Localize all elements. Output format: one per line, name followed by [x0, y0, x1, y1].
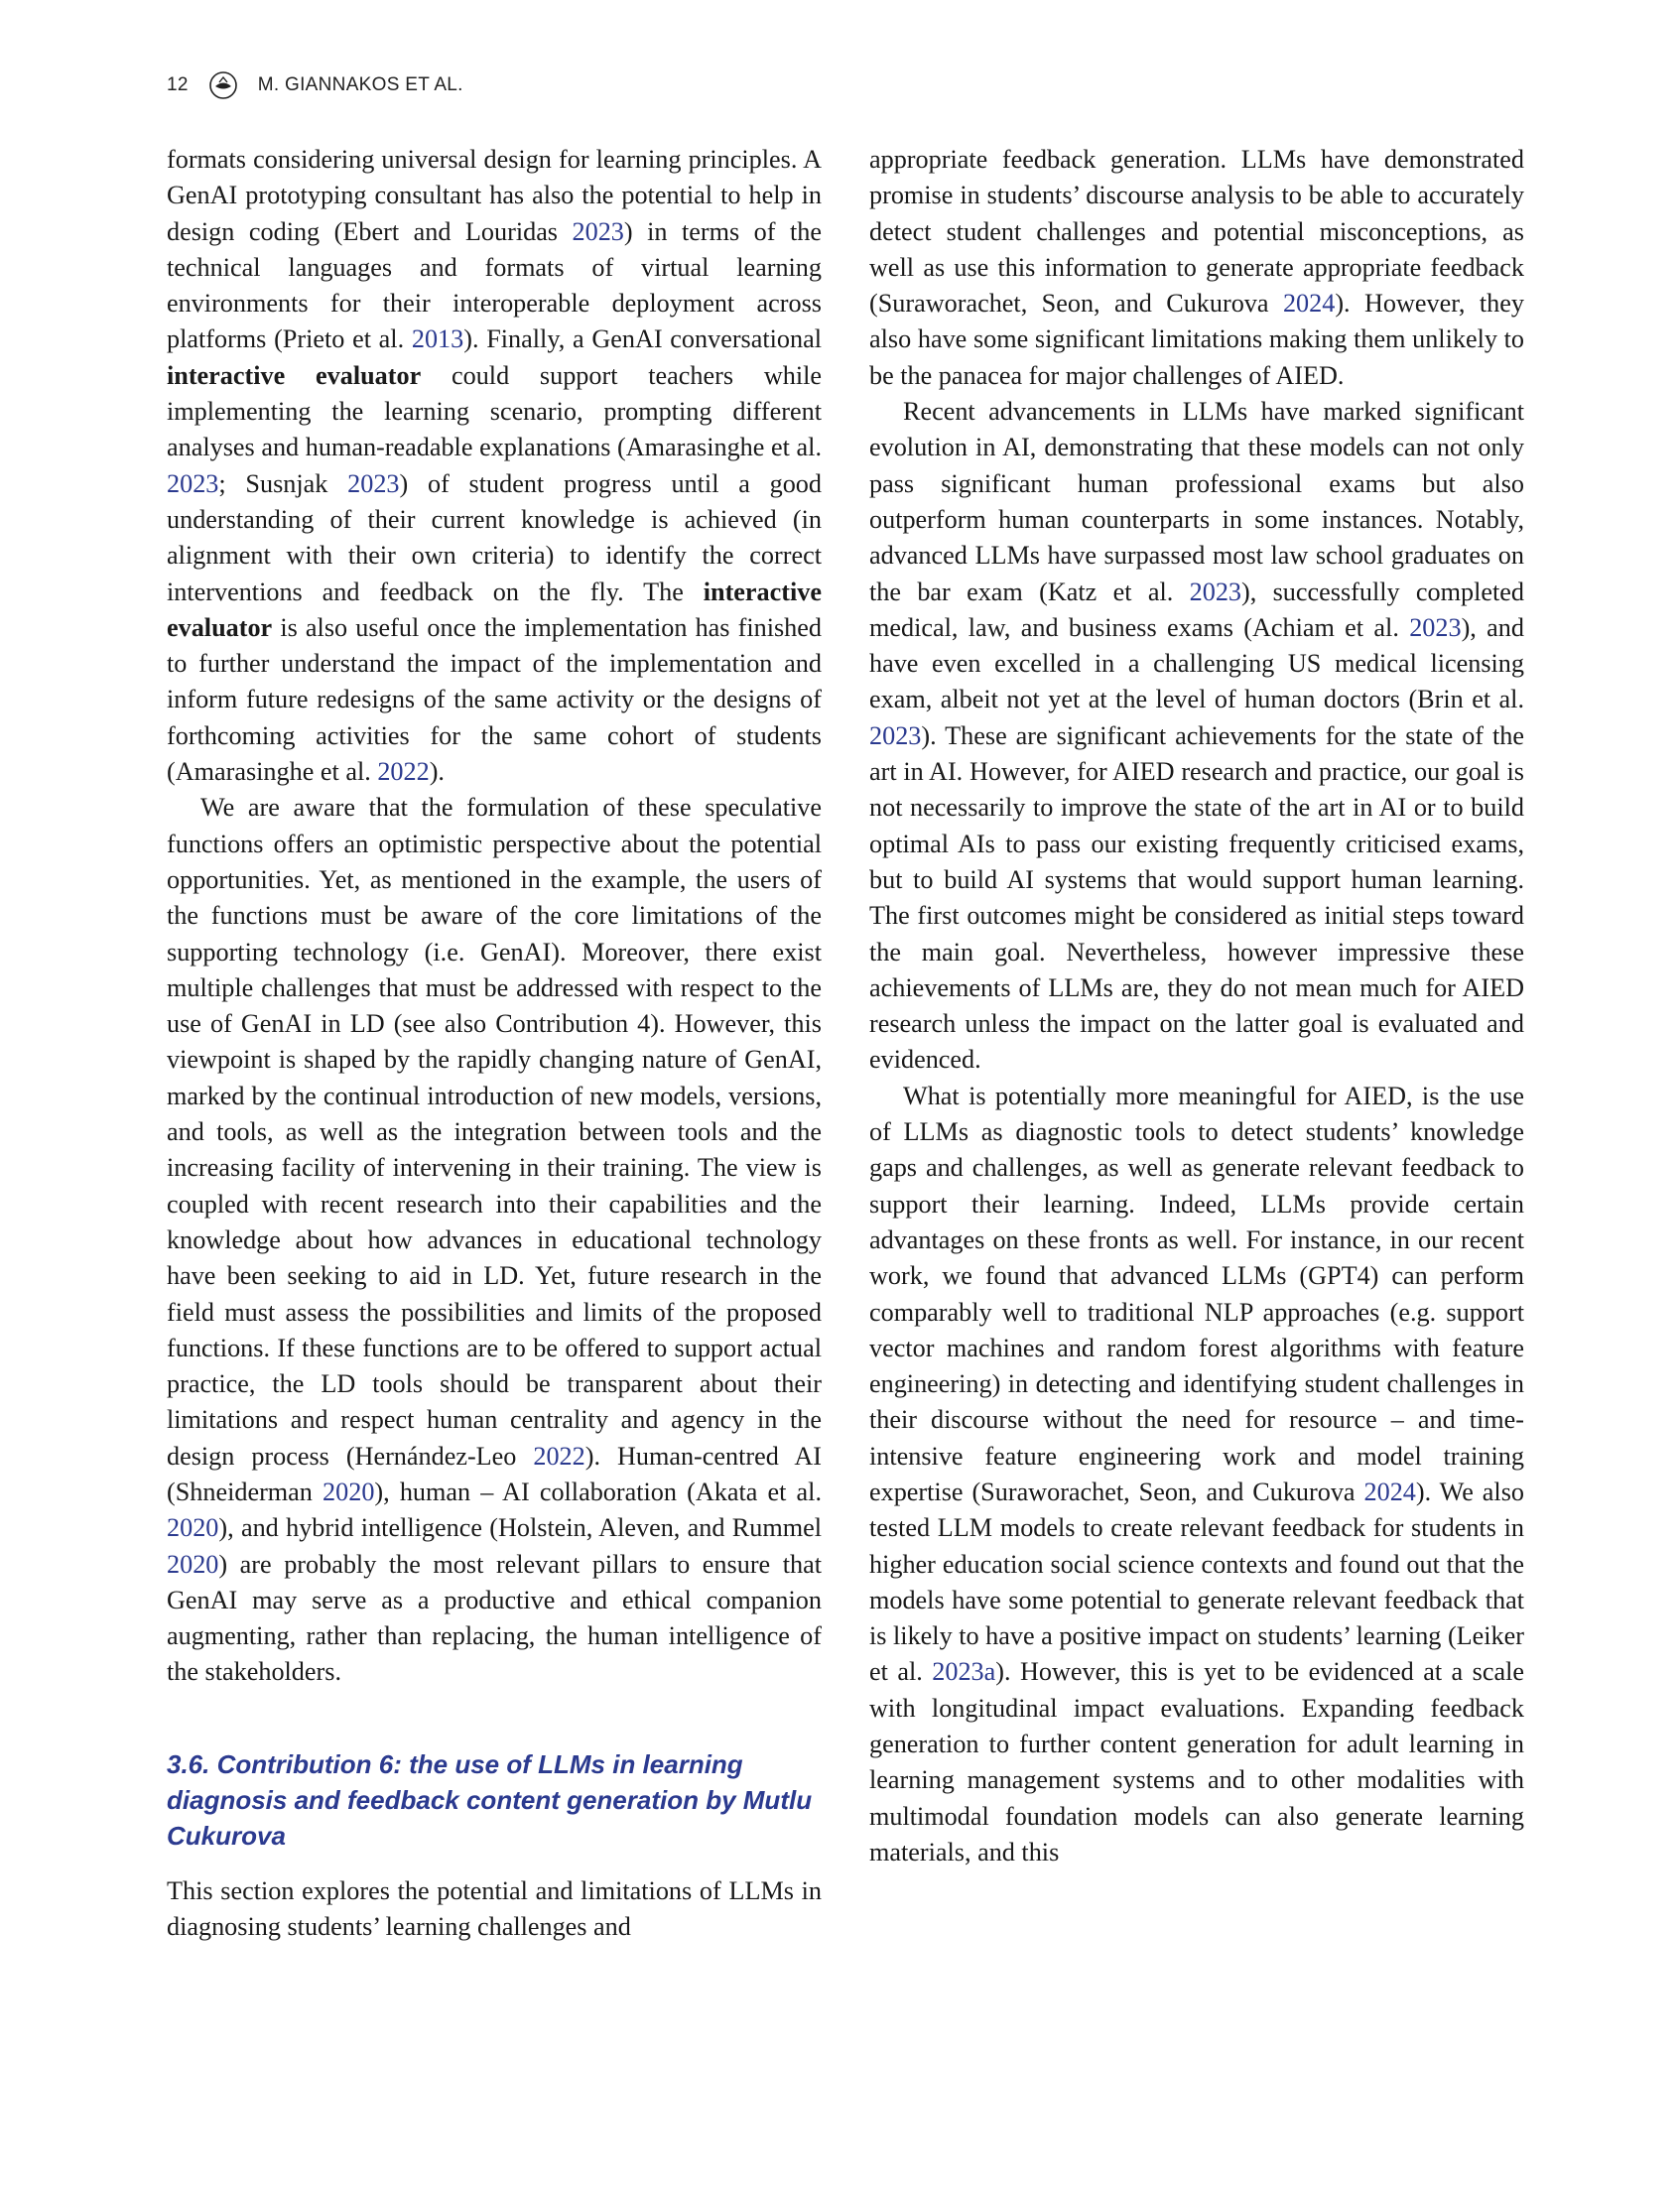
bold-term: interactive evaluator: [167, 577, 822, 642]
citation-link[interactable]: 2022: [377, 757, 430, 787]
citation-link[interactable]: 2024: [1363, 1477, 1416, 1506]
text: formats considering universal design for learning principles. A GenAI prototyping consultant has also the potential to help in design coding (Ebert and Louridas: [167, 145, 822, 246]
page-number: 12: [167, 74, 189, 95]
citation-link[interactable]: 2024: [1282, 289, 1336, 319]
text: ; Susnjak: [218, 468, 348, 498]
citation-link[interactable]: 2023: [347, 468, 400, 498]
paragraph: [167, 142, 822, 790]
citation-link[interactable]: 2022: [533, 1441, 585, 1471]
text: ), successfully completed medical, law, and business exams (Achiam et al.: [869, 577, 1524, 642]
text: could support teachers while implementing the learning scenario, prompting different analyses and human-readable explanations (Amarasinghe et al.: [167, 360, 823, 462]
paragraph: [869, 394, 1524, 1079]
bold-term: interactive evaluator: [167, 360, 422, 390]
citation-link[interactable]: 2020: [167, 1549, 219, 1579]
text: ).: [429, 757, 445, 787]
citation-link[interactable]: 2020: [167, 1513, 219, 1543]
citation-link[interactable]: 2023: [167, 468, 219, 498]
citation-link[interactable]: 2023: [1409, 612, 1462, 642]
text: ). However, they also have some significant limitations making them unlikely to be the panacea for major challenges of AIED.: [869, 289, 1524, 390]
paragraph: [167, 790, 822, 1690]
text: ). These are significant achievements for the state of the art in AI. However, for AIED research and practice, our goal is not necessarily to improve the state of the art in AI or to build optimal AIs to pass our existing frequently criticised exams, but to build AI systems that would support human learning. The first outcomes might be considered as initial steps toward the main goal. Nevertheless, however impressive these achievements of LLMs are, they do not mean much for AIED research unless the impact on the latter goal is evaluated and evidenced.: [869, 720, 1524, 1075]
text: ), and hybrid intelligence (Holstein, Aleven, and Rummel: [218, 1513, 822, 1543]
running-title: M. GIANNAKOS ET AL.: [257, 74, 463, 95]
citation-link[interactable]: 2023: [572, 216, 624, 246]
running-head: [167, 69, 463, 101]
paragraph: [167, 1873, 822, 1946]
left-column: [167, 142, 822, 1945]
citation-link[interactable]: 2023a: [932, 1657, 996, 1687]
paragraph: [869, 142, 1524, 394]
right-column: [869, 142, 1524, 1870]
text: appropriate feedback generation. LLMs have demonstrated promise in students’ discourse analysis to be able to accurately detect student challenges and potential misconceptions, as well as use this information to generate appropriate feedback (Suraworachet, Seon, and Cukurova: [869, 145, 1524, 319]
text: ). We also tested LLM models to create relevant feedback for students in higher education social science contexts and found out that the models have some potential to generate relevant feedback that is likely to have a positive impact on students’ learning (Leiker et al.: [869, 1477, 1524, 1687]
text: ), and have even excelled in a challenging US medical licensing exam, albeit not yet at the level of human doctors (Brin et al.: [869, 612, 1524, 714]
text: ). However, this is yet to be evidenced at a scale with longitudinal impact evaluations. Expanding feedback generation to further content generation for adult learning in learning management systems and to other modalities with multimodal foundation models can also generate learning materials, and this: [869, 1657, 1524, 1866]
paragraph: [869, 1079, 1524, 1871]
text: ). Human-centred AI (Shneiderman: [167, 1441, 822, 1506]
text: What is potentially more meaningful for AIED, is the use of LLMs as diagnostic tools to detect students’ knowledge gaps and challenges, as well as generate relevant feedback to support their learning. Indeed, LLMs provide certain advantages on these fronts as well. For instance, in our recent work, we found that advanced LLMs (GPT4) can perform comparably well to traditional NLP approaches (e.g. support vector machines and random forest algorithms with feature engineering) in detecting and identifying student challenges in their discourse without the need for resource – and time-intensive feature engineering work and model training expertise (Suraworachet, Seon, and Cukurova: [869, 1081, 1524, 1506]
text: ), human – AI collaboration (Akata et al.: [374, 1477, 822, 1506]
citation-link[interactable]: 2023: [869, 720, 922, 750]
text: is also useful once the implementation has finished to further understand the impact of the implementation and inform future redesigns of the same activity or the designs of forthcoming activities for the same cohort of students (Amarasinghe et al.: [167, 612, 822, 787]
text: ). Finally, a GenAI conversational: [463, 324, 823, 354]
citation-link[interactable]: 2013: [411, 324, 464, 354]
citation-link[interactable]: 2020: [323, 1477, 375, 1506]
text: Recent advancements in LLMs have marked significant evolution in AI, demonstrating that these models can not only pass significant human professional exams but also outperform human counterparts in some instances. Notably, advanced LLMs have surpassed most law school graduates on the bar exam (Katz et al.: [869, 397, 1524, 606]
text: We are aware that the formulation of these speculative functions offers an optimistic perspective about the potential opportunities. Yet, as mentioned in the example, the users of the functions must be aware of the core limitations of the supporting technology (i.e. GenAI). Moreover, there exist multiple challenges that must be addressed with respect to the use of GenAI in LD (see also Contribution 4). However, this viewpoint is shaped by the rapidly changing nature of GenAI, marked by the continual introduction of new models, versions, and tools, as well as the integration between tools and the increasing facility of intervening in their training. The view is coupled with recent research into their capabilities and the knowledge about how advances in educational technology have been seeking to aid in LD. Yet, future research in the field must assess the possibilities and limits of the proposed functions. If these functions are to be offered to support actual practice, the LD tools should be transparent about their limitations and respect human centrality and agency in the design process (Hernández-Leo: [167, 793, 822, 1471]
citation-link[interactable]: 2023: [1189, 577, 1241, 606]
text: ) in terms of the technical languages and formats of virtual learning environments for their interoperable deployment across platforms (Prieto et al.: [167, 216, 822, 354]
text: This section explores the potential and limitations of LLMs in diagnosing students’ learning challenges and: [167, 1875, 822, 1942]
publisher-logo-icon: [208, 70, 238, 100]
text: ) are probably the most relevant pillars to ensure that GenAI may serve as a productive and ethical companion augmenting, rather than replacing, the human intelligence of the stakeholders.: [167, 1549, 822, 1687]
section-heading: 3.6. Contribution 6: the use of LLMs in learning diagnosis and feedback content generation by Mutlu Cukurova: [167, 1748, 813, 1851]
text: ) of student progress until a good understanding of their current knowledge is achieved (in alignment with their own criteria) to identify the correct interventions and feedback on the fly. The: [167, 468, 822, 606]
